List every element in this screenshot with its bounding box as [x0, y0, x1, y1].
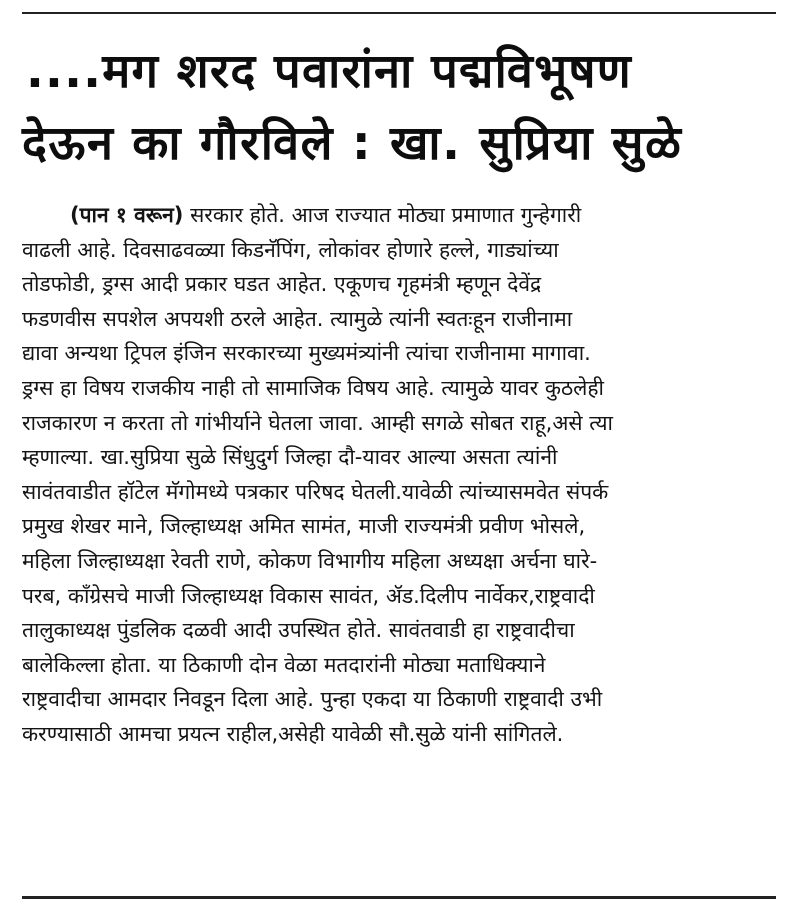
article-line: ड्रग्स हा विषय राजकीय नाही तो सामाजिक विषय आहे. त्यामुळे यावर कुठलेही: [22, 375, 605, 400]
article-body: [22, 198, 794, 752]
article-line: राजकारण न करता तो गांभीर्याने घेतला जावा. आम्ही सगळे सोबत राहू,असे त्या: [22, 410, 613, 435]
headline-line-2: देऊन का गौरविले : खा. सुप्रिया सुळे: [22, 116, 683, 171]
bottom-rule: [22, 896, 776, 899]
top-rule: [22, 12, 776, 14]
article-line: बालेकिल्ला होता. या ठिकाणी दोन वेळा मतदारांनी मोठ्या मताधिक्याने: [22, 652, 546, 677]
article-line: फडणवीस सपशेल अपयशी ठरले आहेत. त्यामुळे त्यांनी स्वतःहून राजीनामा: [22, 306, 573, 331]
article-line: करण्यासाठी आमचा प्रयत्न राहील,असेही यावेळी सौ.सुळे यांनी सांगितले.: [22, 721, 564, 746]
article-line: परब, काँग्रेसचे माजी जिल्हाध्यक्ष विकास सावंत, ॲड.दिलीप नार्वेकर,राष्ट्रवादी: [22, 583, 595, 608]
article-line: महिला जिल्हाध्यक्षा रेवती राणे, कोकण विभागीय महिला अध्यक्षा अर्चना घारे-: [22, 548, 598, 573]
article-line: वाढली आहे. दिवसाढवळ्या किडनॅपिंग, लोकांवर होणारे हल्ले, गाड्यांच्या: [22, 237, 559, 262]
article-line: [22, 198, 794, 233]
article-line: सावंतवाडीत हॉटेल मॅगोमध्ये पत्रकार परिषद घेतली.यावेळी त्यांच्यासमवेत संपर्क: [22, 479, 609, 504]
continuation-lead: (पान १ वरून): [70, 203, 184, 227]
article-line: तालुकाध्यक्ष पुंडलिक दळवी आदी उपस्थित होते. सावंतवाडी हा राष्ट्रवादीचा: [22, 618, 575, 643]
article-line: राष्ट्रवादीचा आमदार निवडून दिला आहे. पुन्हा एकदा या ठिकाणी राष्ट्रवादी उभी: [22, 687, 603, 712]
article-line: प्रमुख शेखर माने, जिल्हाध्यक्ष अमित सामंत, माजी राज्यमंत्री प्रवीण भोसले,: [22, 514, 586, 539]
article-line: द्यावा अन्यथा ट्रिपल इंजिन सरकारच्या मुख्यमंत्र्यांनी त्यांचा राजीनामा मागावा.: [22, 341, 591, 366]
article-line-text: सरकार होते. आज राज्यात मोठ्या प्रमाणात गुन्हेगारी: [190, 203, 582, 227]
article-line: तोडफोडी, ड्रग्स आदी प्रकार घडत आहेत. एकूणच गृहमंत्री म्हणून देवेंद्र: [22, 272, 542, 297]
headline: [22, 36, 782, 180]
headline-line-1: ....मग शरद पवारांना पद्मविभूषण: [26, 44, 632, 99]
article-line: म्हणाल्या. खा.सुप्रिया सुळे सिंधुदुर्ग जिल्हा दौ-यावर आल्या असता त्यांनी: [22, 445, 558, 470]
